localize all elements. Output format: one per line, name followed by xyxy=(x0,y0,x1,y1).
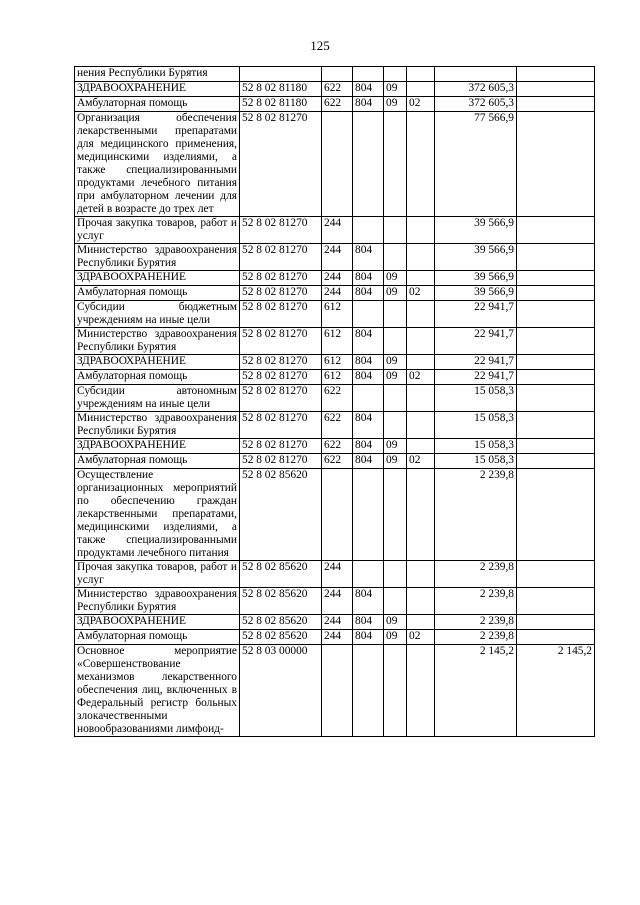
table-row xyxy=(75,370,595,385)
table-row xyxy=(75,630,595,645)
table-row xyxy=(75,561,595,588)
amount-cell: 372 605,3 xyxy=(435,82,517,97)
section-code-cell xyxy=(384,244,407,271)
row-name-cell: Амбулаторная помощь xyxy=(75,370,240,385)
section-code-cell: 09 xyxy=(384,271,407,286)
department-code-cell: 804 xyxy=(353,439,384,454)
subsection-code-cell xyxy=(407,112,435,217)
amount-cell: 39 566,9 xyxy=(435,244,517,271)
table-row xyxy=(75,355,595,370)
target-code-cell: 52 8 02 81270 xyxy=(240,412,322,439)
row-name-cell: Министерство здравоохранения Республики Бурятия xyxy=(75,412,240,439)
row-name-cell: Субсидии бюджетным учреждениям на иные цели xyxy=(75,301,240,328)
section-code-cell: 09 xyxy=(384,355,407,370)
amount-cell: 77 566,9 xyxy=(435,112,517,217)
department-code-cell: 804 xyxy=(353,412,384,439)
subsection-code-cell xyxy=(407,355,435,370)
expense-type-cell xyxy=(322,112,353,217)
table-row xyxy=(75,217,595,244)
subsection-code-cell xyxy=(407,301,435,328)
table-row xyxy=(75,67,595,82)
row-name-cell: Амбулаторная помощь xyxy=(75,454,240,469)
table-row xyxy=(75,645,595,737)
row-name-cell: Амбулаторная помощь xyxy=(75,97,240,112)
subsection-code-cell xyxy=(407,561,435,588)
target-code-cell: 52 8 02 81180 xyxy=(240,97,322,112)
subsection-code-cell: 02 xyxy=(407,370,435,385)
amount-cell: 15 058,3 xyxy=(435,439,517,454)
amount-cell: 22 941,7 xyxy=(435,370,517,385)
row-name-cell: ЗДРАВООХРАНЕНИЕ xyxy=(75,82,240,97)
amount-cell: 22 941,7 xyxy=(435,328,517,355)
expense-type-cell: 612 xyxy=(322,355,353,370)
amount-cell: 22 941,7 xyxy=(435,301,517,328)
expense-type-cell: 612 xyxy=(322,301,353,328)
section-code-cell xyxy=(384,561,407,588)
section-code-cell: 09 xyxy=(384,82,407,97)
section-code-cell: 09 xyxy=(384,454,407,469)
target-code-cell: 52 8 02 81270 xyxy=(240,271,322,286)
table-row xyxy=(75,439,595,454)
expense-type-cell: 622 xyxy=(322,412,353,439)
table-row xyxy=(75,615,595,630)
target-code-cell: 52 8 02 81270 xyxy=(240,244,322,271)
target-code-cell xyxy=(240,67,322,82)
row-name-cell: Субсидии автономным учреждениям на иные цели xyxy=(75,385,240,412)
department-code-cell xyxy=(353,561,384,588)
amount-cell: 2 239,8 xyxy=(435,615,517,630)
section-code-cell: 09 xyxy=(384,439,407,454)
expense-type-cell xyxy=(322,469,353,561)
amount-cell xyxy=(435,67,517,82)
target-code-cell: 52 8 02 85620 xyxy=(240,588,322,615)
section-code-cell xyxy=(384,385,407,412)
section-code-cell xyxy=(384,217,407,244)
section-code-cell: 09 xyxy=(384,615,407,630)
subsection-code-cell: 02 xyxy=(407,286,435,301)
table-row xyxy=(75,112,595,217)
amount-extra-cell xyxy=(517,328,595,355)
amount-extra-cell xyxy=(517,385,595,412)
department-code-cell: 804 xyxy=(353,370,384,385)
expense-type-cell xyxy=(322,67,353,82)
row-name-cell: Министерство здравоохранения Республики Бурятия xyxy=(75,588,240,615)
subsection-code-cell: 02 xyxy=(407,630,435,645)
target-code-cell: 52 8 02 81270 xyxy=(240,439,322,454)
subsection-code-cell xyxy=(407,328,435,355)
amount-cell: 2 145,2 xyxy=(435,645,517,737)
amount-cell: 39 566,9 xyxy=(435,217,517,244)
expense-type-cell: 244 xyxy=(322,615,353,630)
amount-extra-cell xyxy=(517,217,595,244)
expense-type-cell: 244 xyxy=(322,561,353,588)
table-row xyxy=(75,244,595,271)
amount-cell: 15 058,3 xyxy=(435,385,517,412)
department-code-cell: 804 xyxy=(353,588,384,615)
table-row xyxy=(75,301,595,328)
subsection-code-cell xyxy=(407,645,435,737)
expense-type-cell: 244 xyxy=(322,630,353,645)
section-code-cell: 09 xyxy=(384,630,407,645)
target-code-cell: 52 8 03 00000 xyxy=(240,645,322,737)
row-name-cell: Министерство здравоохранения Республики Бурятия xyxy=(75,244,240,271)
amount-extra-cell xyxy=(517,412,595,439)
section-code-cell xyxy=(384,67,407,82)
subsection-code-cell xyxy=(407,217,435,244)
section-code-cell xyxy=(384,328,407,355)
amount-cell: 22 941,7 xyxy=(435,355,517,370)
department-code-cell xyxy=(353,301,384,328)
target-code-cell: 52 8 02 81270 xyxy=(240,370,322,385)
row-name-cell: Основное мероприятие «Совершенствование механизмов лекарственного обеспечения лиц, включенных в Федеральный регистр больных злокачественными новообразованиями лимфоид- xyxy=(75,645,240,737)
amount-cell: 39 566,9 xyxy=(435,286,517,301)
section-code-cell xyxy=(384,112,407,217)
amount-extra-cell xyxy=(517,469,595,561)
department-code-cell xyxy=(353,385,384,412)
amount-extra-cell xyxy=(517,244,595,271)
subsection-code-cell xyxy=(407,615,435,630)
amount-extra-cell xyxy=(517,588,595,615)
amount-cell: 15 058,3 xyxy=(435,454,517,469)
target-code-cell: 52 8 02 81270 xyxy=(240,454,322,469)
department-code-cell xyxy=(353,217,384,244)
row-name-cell: ЗДРАВООХРАНЕНИЕ xyxy=(75,271,240,286)
amount-cell: 2 239,8 xyxy=(435,469,517,561)
row-name-cell: ЗДРАВООХРАНЕНИЕ xyxy=(75,439,240,454)
table-row xyxy=(75,328,595,355)
row-name-cell: Организация обеспечения лекарственными препаратами для медицинского применения, медицинскими изделиями, а также специализированными продуктами лечебного питания при амбулаторном лечении для детей в возрасте до трех лет xyxy=(75,112,240,217)
row-name-cell: Прочая закупка товаров, работ и услуг xyxy=(75,217,240,244)
row-name-cell: Осуществление организационных мероприятий по обеспечению граждан лекарственными препаратами, медицинскими изделиями, а также специализированными продуктами лечебного питания xyxy=(75,469,240,561)
department-code-cell: 804 xyxy=(353,454,384,469)
amount-extra-cell: 2 145,2 xyxy=(517,645,595,737)
table-row xyxy=(75,412,595,439)
department-code-cell: 804 xyxy=(353,271,384,286)
amount-extra-cell xyxy=(517,301,595,328)
department-code-cell xyxy=(353,67,384,82)
table-row xyxy=(75,286,595,301)
department-code-cell xyxy=(353,469,384,561)
table-row xyxy=(75,469,595,561)
expense-type-cell: 244 xyxy=(322,217,353,244)
section-code-cell xyxy=(384,588,407,615)
table-row xyxy=(75,385,595,412)
target-code-cell: 52 8 02 81270 xyxy=(240,328,322,355)
section-code-cell xyxy=(384,469,407,561)
budget-table xyxy=(74,66,595,737)
expense-type-cell: 244 xyxy=(322,286,353,301)
row-name-cell: Амбулаторная помощь xyxy=(75,630,240,645)
expense-type-cell: 622 xyxy=(322,82,353,97)
target-code-cell: 52 8 02 85620 xyxy=(240,630,322,645)
section-code-cell: 09 xyxy=(384,370,407,385)
row-name-cell: ЗДРАВООХРАНЕНИЕ xyxy=(75,615,240,630)
target-code-cell: 52 8 02 81270 xyxy=(240,385,322,412)
row-name-cell: Прочая закупка товаров, работ и услуг xyxy=(75,561,240,588)
amount-extra-cell xyxy=(517,630,595,645)
subsection-code-cell xyxy=(407,82,435,97)
expense-type-cell: 622 xyxy=(322,454,353,469)
row-name-cell: ЗДРАВООХРАНЕНИЕ xyxy=(75,355,240,370)
amount-extra-cell xyxy=(517,112,595,217)
table-row xyxy=(75,454,595,469)
subsection-code-cell xyxy=(407,244,435,271)
expense-type-cell: 244 xyxy=(322,244,353,271)
expense-type-cell: 244 xyxy=(322,588,353,615)
department-code-cell: 804 xyxy=(353,630,384,645)
section-code-cell: 09 xyxy=(384,286,407,301)
amount-extra-cell xyxy=(517,370,595,385)
expense-type-cell: 612 xyxy=(322,370,353,385)
target-code-cell: 52 8 02 85620 xyxy=(240,469,322,561)
subsection-code-cell xyxy=(407,67,435,82)
row-name-cell: Министерство здравоохранения Республики Бурятия xyxy=(75,328,240,355)
amount-extra-cell xyxy=(517,615,595,630)
expense-type-cell: 622 xyxy=(322,385,353,412)
department-code-cell: 804 xyxy=(353,82,384,97)
subsection-code-cell xyxy=(407,271,435,286)
row-name-cell: Амбулаторная помощь xyxy=(75,286,240,301)
amount-cell: 15 058,3 xyxy=(435,412,517,439)
target-code-cell: 52 8 02 85620 xyxy=(240,615,322,630)
amount-cell: 372 605,3 xyxy=(435,97,517,112)
amount-extra-cell xyxy=(517,97,595,112)
subsection-code-cell: 02 xyxy=(407,97,435,112)
department-code-cell: 804 xyxy=(353,328,384,355)
target-code-cell: 52 8 02 81270 xyxy=(240,355,322,370)
target-code-cell: 52 8 02 81270 xyxy=(240,112,322,217)
expense-type-cell: 622 xyxy=(322,97,353,112)
amount-cell: 2 239,8 xyxy=(435,588,517,615)
table-row xyxy=(75,82,595,97)
amount-extra-cell xyxy=(517,355,595,370)
section-code-cell xyxy=(384,645,407,737)
amount-extra-cell xyxy=(517,82,595,97)
expense-type-cell xyxy=(322,645,353,737)
department-code-cell: 804 xyxy=(353,355,384,370)
department-code-cell xyxy=(353,645,384,737)
page-number: 125 xyxy=(310,38,330,53)
target-code-cell: 52 8 02 81270 xyxy=(240,301,322,328)
department-code-cell: 804 xyxy=(353,244,384,271)
subsection-code-cell xyxy=(407,469,435,561)
expense-type-cell: 244 xyxy=(322,271,353,286)
section-code-cell xyxy=(384,412,407,439)
subsection-code-cell xyxy=(407,439,435,454)
subsection-code-cell xyxy=(407,385,435,412)
target-code-cell: 52 8 02 81180 xyxy=(240,82,322,97)
target-code-cell: 52 8 02 81270 xyxy=(240,286,322,301)
department-code-cell: 804 xyxy=(353,615,384,630)
expense-type-cell: 612 xyxy=(322,328,353,355)
table-row xyxy=(75,588,595,615)
department-code-cell xyxy=(353,112,384,217)
expense-type-cell: 622 xyxy=(322,439,353,454)
department-code-cell: 804 xyxy=(353,97,384,112)
subsection-code-cell xyxy=(407,412,435,439)
amount-cell: 39 566,9 xyxy=(435,271,517,286)
table-row xyxy=(75,271,595,286)
subsection-code-cell: 02 xyxy=(407,454,435,469)
amount-extra-cell xyxy=(517,454,595,469)
subsection-code-cell xyxy=(407,588,435,615)
table-body xyxy=(75,67,595,737)
amount-extra-cell xyxy=(517,439,595,454)
table-row xyxy=(75,97,595,112)
amount-extra-cell xyxy=(517,561,595,588)
row-name-cell: нения Республики Бурятия xyxy=(75,67,240,82)
section-code-cell xyxy=(384,301,407,328)
department-code-cell: 804 xyxy=(353,286,384,301)
target-code-cell: 52 8 02 81270 xyxy=(240,217,322,244)
target-code-cell: 52 8 02 85620 xyxy=(240,561,322,588)
amount-extra-cell xyxy=(517,67,595,82)
amount-extra-cell xyxy=(517,286,595,301)
amount-cell: 2 239,8 xyxy=(435,630,517,645)
section-code-cell: 09 xyxy=(384,97,407,112)
amount-cell: 2 239,8 xyxy=(435,561,517,588)
amount-extra-cell xyxy=(517,271,595,286)
